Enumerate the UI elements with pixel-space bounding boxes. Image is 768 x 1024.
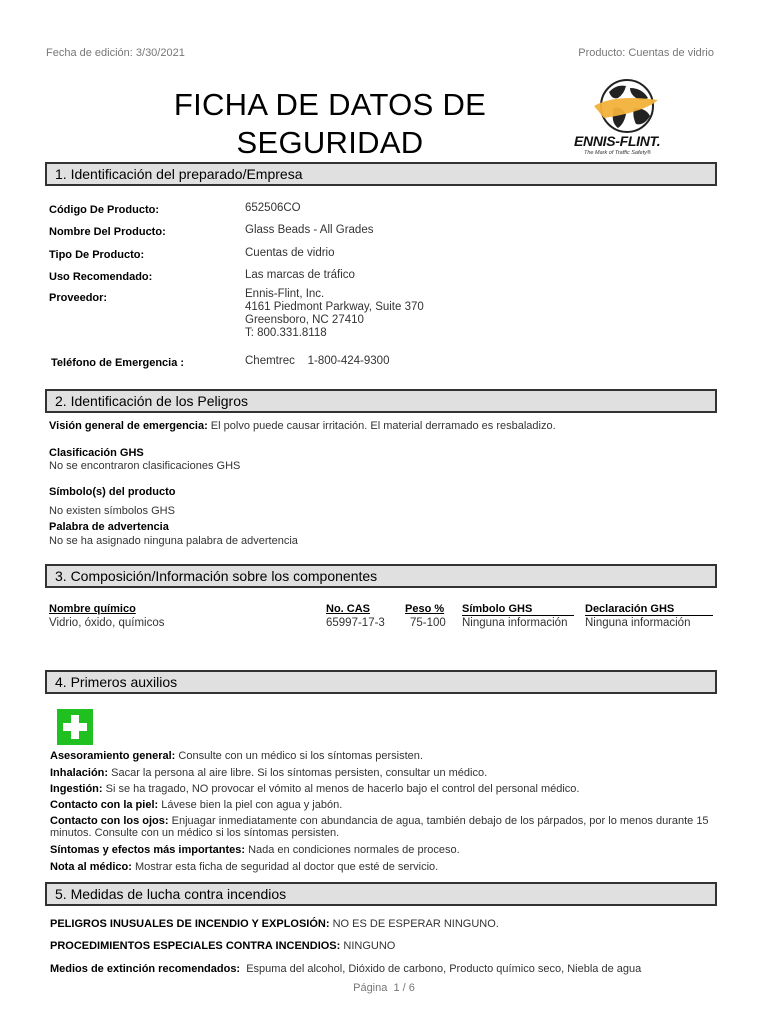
product-name-label: Nombre Del Producto: bbox=[49, 226, 166, 238]
document-title bbox=[130, 86, 530, 162]
product-name-value: Glass Beads - All Grades bbox=[245, 224, 374, 236]
product-symbols-label: Símbolo(s) del producto bbox=[49, 486, 176, 498]
product-type-value: Cuentas de vidrio bbox=[245, 247, 335, 259]
recommended-use-value: Las marcas de tráfico bbox=[245, 269, 355, 281]
section-4-heading: 4. Primeros auxilios bbox=[45, 670, 717, 694]
col-chemical-name: Nombre químico bbox=[49, 603, 136, 615]
product-code-value: 652506CO bbox=[245, 202, 301, 214]
supplier-line: Greensboro, NC 27410 bbox=[245, 314, 364, 326]
emergency-overview-text: El polvo puede causar irritación. El material derramado es resbaladizo. bbox=[207, 420, 556, 432]
special-fire-procedures: PROCEDIMIENTOS ESPECIALES CONTRA INCENDIOS: NINGUNO bbox=[50, 940, 396, 952]
signal-word-label: Palabra de advertencia bbox=[49, 521, 169, 533]
component-name: Vidrio, óxido, químicos bbox=[49, 617, 165, 629]
first-aid-icon bbox=[57, 709, 93, 745]
title-line-1: FICHA DE DATOS DE bbox=[173, 87, 487, 122]
emergency-overview-label: Visión general de emergencia: bbox=[49, 420, 208, 432]
col-ghs-statement: Declaración GHS bbox=[585, 603, 713, 616]
supplier-line: Ennis-Flint, Inc. bbox=[245, 288, 325, 300]
component-ghs-statement: Ninguna información bbox=[585, 617, 691, 629]
emergency-phone-value: Chemtrec 1-800-424-9300 bbox=[245, 355, 390, 367]
product-type-label: Tipo De Producto: bbox=[49, 249, 145, 261]
page-number: Página 1 / 6 bbox=[353, 982, 415, 994]
extinguishing-media: Medios de extinción recomendados: Espuma del alcohol, Dióxido de carbono, Producto químico seco, Niebla de agua bbox=[50, 963, 642, 975]
section-3-heading: 3. Composición/Información sobre los componentes bbox=[45, 564, 717, 588]
col-ghs-symbol: Símbolo GHS bbox=[462, 603, 574, 616]
section-2-heading: 2. Identificación de los Peligros bbox=[45, 389, 717, 413]
product-code-label: Código De Producto: bbox=[49, 204, 159, 216]
ghs-classification-text: No se encontraron clasificaciones GHS bbox=[49, 460, 241, 472]
logo-tagline: The Mark of Traffic Safety® bbox=[584, 150, 651, 156]
section-1-heading: 1. Identificación del preparado/Empresa bbox=[45, 162, 717, 186]
section-5-heading: 5. Medidas de lucha contra incendios bbox=[45, 882, 717, 906]
unusual-fire-hazards: PELIGROS INUSUALES DE INCENDIO Y EXPLOSIÓN: NO ES DE ESPERAR NINGUNO. bbox=[50, 918, 499, 930]
first-aid-general: Asesoramiento general: Consulte con un médico si los síntomas persisten. bbox=[50, 750, 423, 762]
component-cas: 65997-17-3 bbox=[326, 617, 385, 629]
signal-word-text: No se ha asignado ninguna palabra de advertencia bbox=[49, 535, 298, 547]
emergency-phone-label: Teléfono de Emergencia : bbox=[51, 357, 185, 369]
product-symbols-text: No existen símbolos GHS bbox=[49, 505, 175, 517]
component-ghs-symbol: Ninguna información bbox=[462, 617, 568, 629]
title-line-2: SEGURIDAD bbox=[236, 125, 424, 160]
logo-wordmark: ENNIS-FLINT. bbox=[574, 133, 661, 149]
supplier-address bbox=[245, 288, 424, 340]
supplier-line: T: 800.331.8118 bbox=[245, 327, 327, 339]
first-aid-physician-note: Nota al médico: Mostrar esta ficha de seguridad al doctor que esté de servicio. bbox=[50, 861, 439, 873]
recommended-use-label: Uso Recomendado: bbox=[49, 271, 153, 283]
edition-date: Fecha de edición: 3/30/2021 bbox=[46, 47, 185, 59]
first-aid-skin: Contacto con la piel: Lávese bien la piel con agua y jabón. bbox=[50, 799, 343, 811]
first-aid-symptoms: Síntomas y efectos más importantes: Nada en condiciones normales de proceso. bbox=[50, 844, 460, 856]
supplier-line: 4161 Piedmont Parkway, Suite 370 bbox=[245, 301, 424, 313]
product-name-header: Producto: Cuentas de vidrio bbox=[578, 47, 714, 59]
component-weight: 75-100 bbox=[410, 617, 446, 629]
col-cas-number: No. CAS bbox=[326, 603, 370, 615]
first-aid-inhalation: Inhalación: Sacar la persona al aire libre. Si los síntomas persisten, consultar un médico. bbox=[50, 767, 488, 779]
supplier-label: Proveedor: bbox=[49, 292, 108, 304]
emergency-overview bbox=[49, 420, 556, 432]
ghs-classification-label: Clasificación GHS bbox=[49, 447, 144, 459]
first-aid-eyes: Contacto con los ojos: Enjuagar inmediatamente con abundancia de agua, también debajo de los párpados, por lo menos durante 15 minutos. Consulte con un médico si los síntomas persisten. bbox=[50, 815, 709, 839]
company-logo bbox=[574, 78, 684, 160]
col-weight-percent: Peso % bbox=[405, 603, 445, 615]
first-aid-ingestion: Ingestión: Si se ha tragado, NO provocar el vómito al menos de hacerlo bajo el control del personal médico. bbox=[50, 783, 580, 795]
